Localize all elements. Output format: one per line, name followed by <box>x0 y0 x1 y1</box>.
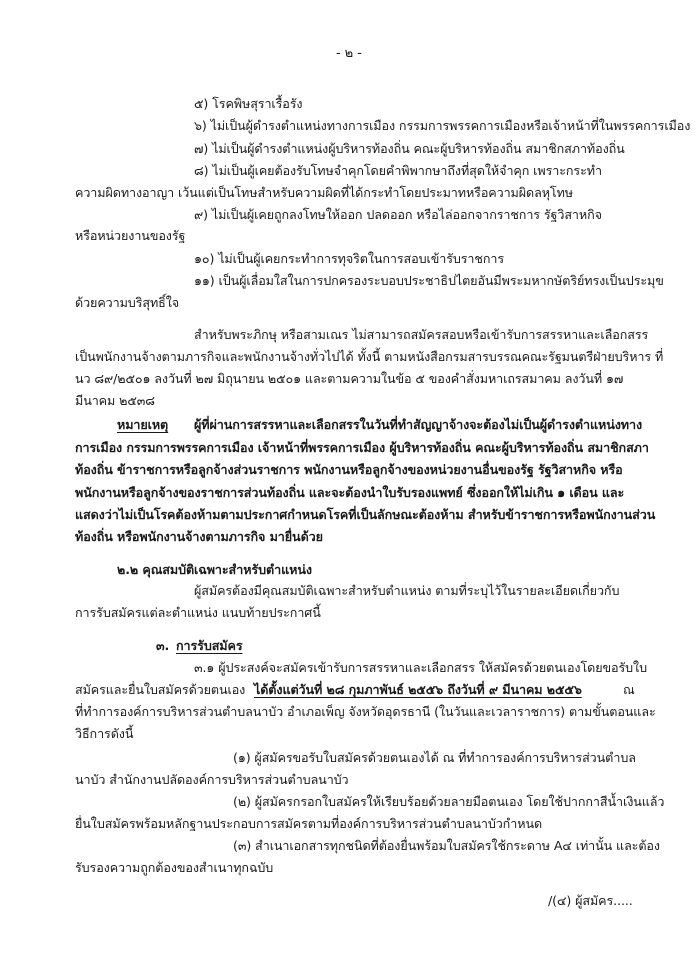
step-2-line-1: (๒) ผู้สมัครกรอกใบสมัครให้เรียบร้อยด้วยลายมือตนเอง โดยใช้ปากกาสีน้ำเงินแล้ว <box>233 794 665 809</box>
continuation-marker: /(๔) ผู้สมัคร..... <box>548 893 633 908</box>
step-2-line-2: ยื่นใบสมัครพร้อมหลักฐานประกอบการสมัครตามที่องค์การบริหารส่วนตำบลนาบัวกำหนด <box>75 816 543 831</box>
monk-paragraph-line-4: มีนาคม ๒๕๓๘ <box>75 393 155 408</box>
note-line-4: พนักงานหรือลูกจ้างของราชการส่วนท้องถิ่น และจะต้องนำใบรับรองแพทย์ ซึ่งออกให้ไม่เกิน ๑ เดือน และ <box>75 485 625 500</box>
application-period: ได้ตั้งแต่วันที่ ๒๘ กุมภาพันธ์ ๒๕๕๖ ถึงวันที่ ๙ มีนาคม ๒๕๕๖ <box>254 682 582 697</box>
note-line-1: ผู้ที่ผ่านการสรรหาและเลือกสรรในวันที่ทำสัญญาจ้างจะต้องไม่เป็นผู้ดำรงตำแหน่งทาง <box>194 417 643 432</box>
note-line-6: ท้องถิ่น หรือพนักงานจ้างตามภารกิจ มายื่นด้วย <box>75 529 323 544</box>
list-item-5: ๕) โรคพิษสุราเรื้อรัง <box>194 96 303 111</box>
step-3-line-1: (๓) สำเนาเอกสารทุกชนิดที่ต้องยื่นพร้อมใบสมัครใช้กระดาษ A๔ เท่านั้น และต้อง <box>233 838 660 853</box>
section-3-1-line-2-post: ณ <box>623 682 635 697</box>
section-2-2-line-1: ผู้สมัครต้องมีคุณสมบัติเฉพาะสำหรับตำแหน่ง ตามที่ระบุไว้ในรายละเอียดเกี่ยวกับ <box>194 583 620 598</box>
list-item-9: ๙) ไม่เป็นผู้เคยถูกลงโทษให้ออก ปลดออก หรือไล่ออกจากราชการ รัฐวิสาหกิจ <box>194 207 602 222</box>
section-3-heading: การรับสมัคร <box>176 638 243 653</box>
page-number: - ๒ - <box>336 46 362 61</box>
section-3-1-line-2-pre: สมัครและยื่นใบสมัครด้วยตนเอง <box>75 682 246 697</box>
step-3-line-2: รับรองความถูกต้องของสำเนาทุกฉบับ <box>75 860 274 875</box>
section-3-1-line-4: วิธีการดังนี้ <box>75 726 134 741</box>
monk-paragraph-line-3: นว ๘๙/๒๕๐๑ ลงวันที่ ๒๗ มิถุนายน ๒๕๐๑ และตามความในข้อ ๕ ของคำสั่งมหาเถรสมาคม ลงวันที่ ๑๗ <box>75 371 624 386</box>
list-item-6: ๖) ไม่เป็นผู้ดำรงตำแหน่งทางการเมือง กรรมการพรรคการเมืองหรือเจ้าหน้าที่ในพรรคการเมือง <box>194 118 691 133</box>
section-3-1-line-3: ที่ทำการองค์การบริหารส่วนตำบลนาบัว อำเภอเพ็ญ จังหวัดอุดรธานี (ในวันและเวลาราชการ) ตามขั้นตอนและ <box>75 704 656 719</box>
step-1-line-1: (๑) ผู้สมัครขอรับใบสมัครด้วยตนเองได้ ณ ที่ทำการองค์การบริหารส่วนตำบล <box>233 750 636 765</box>
list-item-11-cont: ด้วยความบริสุทธิ์ใจ <box>75 295 180 310</box>
section-3-1-line-1: ๓.๑ ผู้ประสงค์จะสมัครเข้ารับการสรรหาและเลือกสรร ให้สมัครด้วยตนเองโดยขอรับใบ <box>194 660 647 675</box>
note-line-5: แสดงว่าไม่เป็นโรคต้องห้ามตามประกาศกำหนดโรคที่เป็นลักษณะต้องห้าม สำหรับข้าราชการหรือพนักงานส่วน <box>75 507 656 522</box>
list-item-11: ๑๑) เป็นผู้เลื่อมใสในการปกครองระบอบประชาธิปไตยอันมีพระมหากษัตริย์ทรงเป็นประมุข <box>194 273 664 288</box>
step-1-line-2: นาบัว สำนักงานปลัดองค์การบริหารส่วนตำบลนาบัว <box>75 772 349 787</box>
note-label: หมายเหตุ <box>117 417 169 432</box>
monk-paragraph-line-2: เป็นพนักงานจ้างตามภารกิจและพนักงานจ้างทั่วไปได้ ทั้งนี้ ตามหนังสือกรมสารบรรณคณะรัฐมนตรีฝ่ายบริหาร ที่ <box>75 349 664 364</box>
list-item-9-cont: หรือหน่วยงานของรัฐ <box>75 228 186 243</box>
section-2-2-heading: ๒.๒ คุณสมบัติเฉพาะสำหรับตำแหน่ง <box>117 562 312 577</box>
list-item-8: ๘) ไม่เป็นผู้เคยต้องรับโทษจำคุกโดยคำพิพากษาถึงที่สุดให้จำคุก เพราะกระทำ <box>194 163 603 178</box>
list-item-7: ๗) ไม่เป็นผู้ดำรงตำแหน่งผู้บริหารท้องถิ่น คณะผู้บริหารท้องถิ่น สมาชิกสภาท้องถิ่น <box>194 141 625 156</box>
list-item-8-cont: ความผิดทางอาญา เว้นแต่เป็นโทษสำหรับความผิดที่ได้กระทำโดยประมาทหรือความผิดลหุโทษ <box>75 185 573 200</box>
section-3-number: ๓. <box>156 638 170 653</box>
note-line-2: การเมือง กรรมการพรรคการเมือง เจ้าหน้าที่พรรคการเมือง ผู้บริหารท้องถิ่น คณะผู้บริหารท้องถิ่น สมาชิกสภา <box>75 440 649 455</box>
monk-paragraph-line-1: สำหรับพระภิกษุ หรือสามเณร ไม่สามารถสมัครสอบหรือเข้ารับการสรรหาและเลือกสรร <box>194 327 649 342</box>
note-line-3: ท้องถิ่น ข้าราชการหรือลูกจ้างส่วนราชการ พนักงานหรือลูกจ้างของหน่วยงานอื่นของรัฐ รัฐวิสาหกิจ หรือ <box>75 462 623 477</box>
list-item-10: ๑๐) ไม่เป็นผู้เคยกระทำการทุจริตในการสอบเข้ารับราชการ <box>194 251 504 266</box>
section-2-2-line-2: การรับสมัครแต่ละตำแหน่ง แนบท้ายประกาศนี้ <box>75 605 321 620</box>
